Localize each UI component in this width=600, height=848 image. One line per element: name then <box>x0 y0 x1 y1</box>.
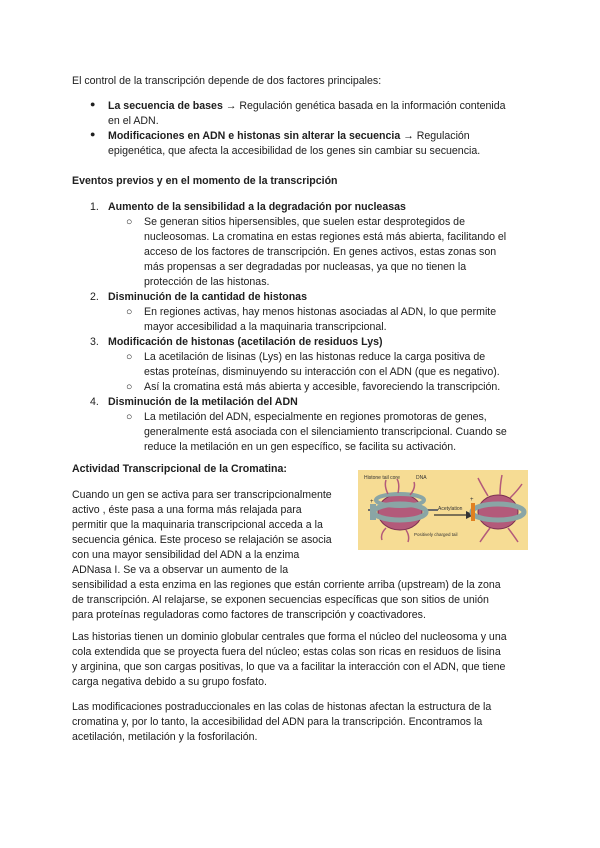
event-item <box>90 200 538 290</box>
event-item <box>90 335 538 395</box>
activity-line: secuencia génica. Este proceso se relajación se asocia <box>72 534 332 546</box>
modifications-line: acetilación, metilación y la fosforilación. <box>72 731 258 743</box>
event-title: Disminución de la cantidad de histonas <box>108 291 307 303</box>
factor-desc-cont: epigenética, que afecta la accesibilidad de los genes sin cambiar su secuencia. <box>108 145 481 157</box>
event-title: Modificación de histonas (acetilación de residuos Lys) <box>108 336 383 348</box>
event-sub-line: protección de las histonas. <box>144 276 270 288</box>
figure-label-acetylation: Acetylation <box>438 506 463 512</box>
factor-desc: → Regulación genética basada en la información contenida <box>222 100 506 112</box>
event-sub-item <box>126 305 538 335</box>
nucleosome-acetylation-figure <box>358 470 528 550</box>
nucleosome-diagram <box>358 470 528 550</box>
event-title: Disminución de la metilación del ADN <box>108 396 298 408</box>
modifications-line: Las modificaciones postraduccionales en las colas de histonas afectan la estructura de la <box>72 701 492 713</box>
histones-line: y arginina, que son cargas positivas, lo que va a facilitar la interacción con el ADN, que tiene <box>72 661 506 673</box>
activity-line: activo , éste pasa a una forma más relajada para <box>72 504 302 516</box>
event-number: 2. <box>90 291 99 303</box>
activity-paragraph-top <box>72 488 362 578</box>
event-sub-line: Se generan sitios hipersensibles, que suelen estar desprotegidos de <box>144 216 465 228</box>
event-sub-item <box>126 350 538 380</box>
events-heading: Eventos previos y en el momento de la transcripción <box>72 175 338 187</box>
figure-plus-right: + <box>470 497 474 503</box>
bullet-icon: ● <box>90 129 96 139</box>
factor-title: La secuencia de bases <box>108 100 223 112</box>
event-item <box>90 395 538 455</box>
circle-bullet-icon: ○ <box>126 381 133 393</box>
activity-line: con una mayor sensibilidad del ADN a la enzima <box>72 549 300 561</box>
event-sub-item <box>126 380 538 395</box>
event-title: Aumento de la sensibilidad a la degradación por nucleasas <box>108 201 406 213</box>
activity-line: para proteínas reguladoras como factores de transcripción y coactivadores. <box>72 609 426 621</box>
bullet-icon: ● <box>90 99 96 109</box>
factor-desc: → Regulación <box>400 130 470 142</box>
event-sub-line: La metilación del ADN, especialmente en regiones promotoras de genes, <box>144 411 487 423</box>
events-list <box>90 200 538 455</box>
activity-line: Cuando un gen se activa para ser transcripcionalmente <box>72 489 332 501</box>
event-sub-line: reduce la metilación en un gen específico, se facilita su activación. <box>144 441 457 453</box>
event-sub-item <box>126 215 538 290</box>
factors-list <box>90 99 530 159</box>
event-number: 1. <box>90 201 99 213</box>
circle-bullet-icon: ○ <box>126 306 133 318</box>
event-sub-line: Así la cromatina está más abierta y accesible, favoreciendo la transcripción. <box>144 381 501 393</box>
event-sub-line: acceso de los factores de transcripción. En genes activos, estas zonas son <box>144 246 497 258</box>
event-number: 4. <box>90 396 99 408</box>
event-sub-line: mayor accesibilidad a la maquinaria transcripcional. <box>144 321 387 333</box>
figure-label-dna: DNA <box>416 475 427 481</box>
modifications-line: cromatina y, por lo tanto, la accesibilidad del ADN para la transcripción. Encontramos la <box>72 716 483 728</box>
event-sub-line: La acetilación de lisinas (Lys) en las histonas reduce la carga positiva de <box>144 351 486 363</box>
activity-line: permitir que la maquinaria transcripcional acceda a la <box>72 519 323 531</box>
event-sub-line: más propensas a ser degradadas por nucleasas, ya que no tienen la <box>144 261 467 273</box>
figure-label-positive-tail: Positively charged tail <box>414 532 458 537</box>
event-number: 3. <box>90 336 99 348</box>
circle-bullet-icon: ○ <box>126 216 133 228</box>
factor-desc-cont: en el ADN. <box>108 115 159 127</box>
activity-heading: Actividad Transcripcional de la Cromatina: <box>72 463 287 475</box>
activity-line: ADNasa I. Se va a observar un aumento de la <box>72 564 289 576</box>
circle-bullet-icon: ○ <box>126 351 133 363</box>
figure-plus-left: + <box>370 499 374 505</box>
factor-item <box>90 129 530 159</box>
histones-paragraph <box>72 630 542 690</box>
event-sub-item <box>126 410 538 455</box>
factor-title: Modificaciones en ADN e histonas sin alterar la secuencia <box>108 130 401 142</box>
factor-item <box>90 99 530 129</box>
activity-line: sensibilidad a esta enzima en las regiones que están corriente arriba (upstream) de la zona <box>72 579 501 591</box>
intro-text: El control de la transcripción depende de dos factores principales: <box>72 75 382 87</box>
circle-bullet-icon: ○ <box>126 411 133 423</box>
activity-line: de transcripción. Al relajarse, se exponen secuencias específicas que son sitios de unión <box>72 594 489 606</box>
histones-line: carga negativa debido a su grupo fosfato. <box>72 676 267 688</box>
histones-line: cola extendida que se proyecta fuera del núcleo; estas colas son ricas en residuos de lisina <box>72 646 501 658</box>
event-sub-line: nucleosomas. La cromatina en estas regiones está más abierta, facilitando el <box>144 231 507 243</box>
figure-label-core: Histone tail core <box>364 475 400 481</box>
histones-line: Las historias tienen un dominio globular centrales que forma el núcleo del nucleosoma y una <box>72 631 507 643</box>
nucleosome-right <box>471 475 524 542</box>
event-sub-line: En regiones activas, hay menos histonas asociadas al ADN, lo que permite <box>144 306 497 318</box>
event-sub-line: estas proteínas, disminuyendo su interacción con el ADN (que es negativo). <box>144 366 500 378</box>
event-sub-line: generalmente está asociada con el silenciamiento transcripcional. Cuando se <box>144 426 507 438</box>
modifications-paragraph <box>72 700 542 745</box>
activity-paragraph-bottom <box>72 578 542 623</box>
event-item <box>90 290 538 335</box>
